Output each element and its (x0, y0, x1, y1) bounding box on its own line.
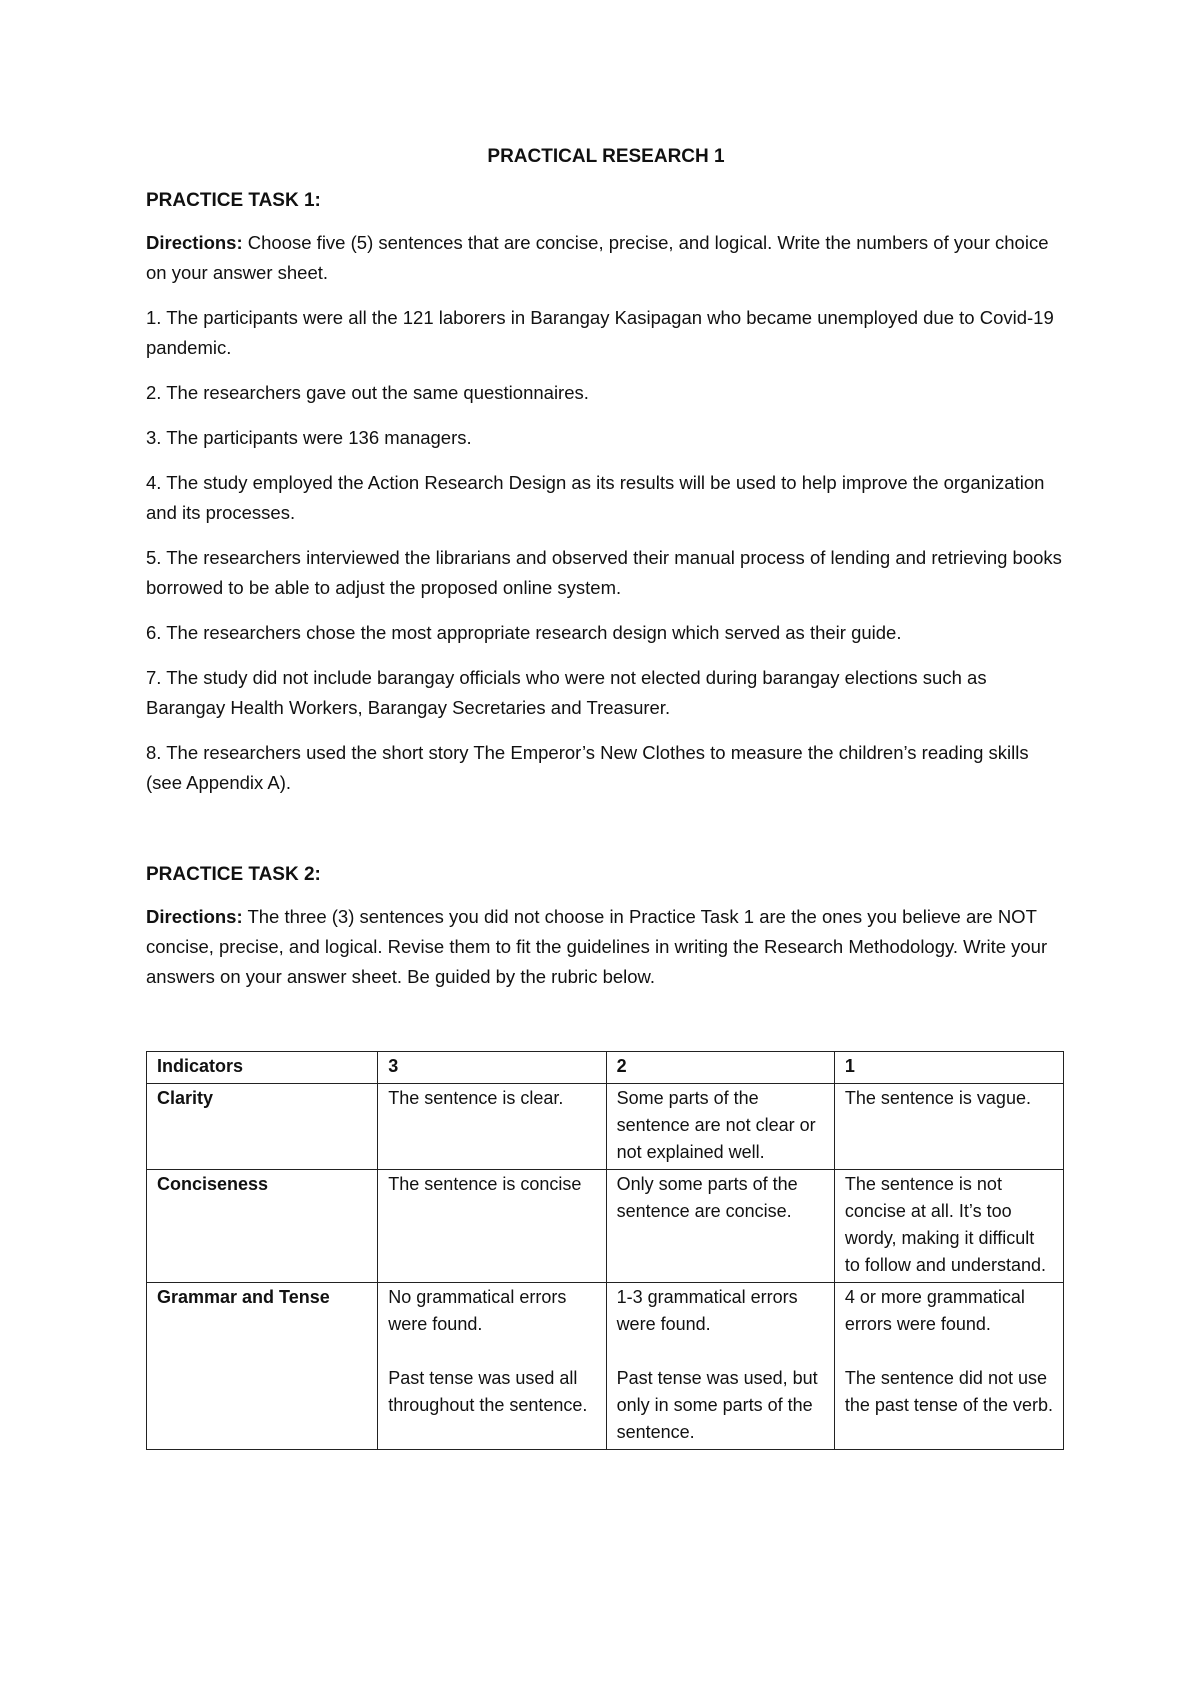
table-cell: Some parts of the sentence are not clear or not explained well. (606, 1084, 834, 1170)
table-cell: The sentence is vague. (834, 1084, 1063, 1170)
table-row (147, 1084, 1064, 1170)
rubric-table (146, 1051, 1064, 1450)
cell-text: Past tense was used, but only in some parts of the sentence. (616, 1368, 818, 1442)
section-spacer (146, 813, 1066, 860)
table-cell (834, 1283, 1063, 1450)
table-cell (378, 1283, 606, 1450)
cell-text: Past tense was used all throughout the sentence. (388, 1368, 588, 1415)
indicator-conciseness: Conciseness (147, 1170, 378, 1283)
table-row (147, 1170, 1064, 1283)
list-item: 7. The study did not include barangay officials who were not elected during barangay elections such as Barangay Health Workers, Barangay Secretaries and Treasurer. (146, 667, 987, 718)
indicator-clarity: Clarity (147, 1084, 378, 1170)
document-title: PRACTICAL RESEARCH 1 (487, 146, 725, 167)
table-header-row (147, 1052, 1064, 1084)
task2-directions (146, 902, 1066, 992)
table-cell: The sentence is clear. (378, 1084, 606, 1170)
list-item: 2. The researchers gave out the same questionnaires. (146, 382, 589, 403)
task1-directions (146, 228, 1066, 288)
cell-text: No grammatical errors were found. (388, 1287, 567, 1334)
cell-text: 4 or more grammatical errors were found. (844, 1287, 1025, 1334)
cell-gap (388, 1338, 595, 1365)
table-cell (606, 1283, 834, 1450)
header-indicators: Indicators (147, 1052, 378, 1084)
list-item: 4. The study employed the Action Research Design as its results will be used to help improve the organization and its processes. (146, 472, 1045, 523)
section-spacer (146, 1007, 1066, 1051)
task2-heading: PRACTICE TASK 2: (146, 864, 321, 885)
task1-directions-text: Choose five (5) sentences that are concise, precise, and logical. Write the numbers of your choice on your answer sheet. (146, 232, 1049, 283)
header-score-3: 3 (378, 1052, 606, 1084)
task1-heading: PRACTICE TASK 1: (146, 190, 321, 211)
indicator-grammar-tense: Grammar and Tense (147, 1283, 378, 1450)
table-row (147, 1283, 1064, 1450)
cell-gap (617, 1338, 824, 1365)
table-cell: Only some parts of the sentence are concise. (606, 1170, 834, 1283)
task1-directions-label: Directions: (146, 232, 243, 253)
header-score-2: 2 (606, 1052, 834, 1084)
cell-text: 1-3 grammatical errors were found. (616, 1287, 798, 1334)
list-item: 5. The researchers interviewed the librarians and observed their manual process of lending and retrieving books borrowed to be able to adjust the proposed online system. (146, 547, 1062, 598)
list-item: 3. The participants were 136 managers. (146, 427, 472, 448)
header-score-1: 1 (834, 1052, 1063, 1084)
list-item: 8. The researchers used the short story The Emperor’s New Clothes to measure the children’s reading skills (see Appendix A). (146, 742, 1029, 793)
table-cell: The sentence is concise (378, 1170, 606, 1283)
list-item: 1. The participants were all the 121 laborers in Barangay Kasipagan who became unemployed due to Covid-19 pandemic. (146, 307, 1054, 358)
cell-text: The sentence did not use the past tense of the verb. (844, 1368, 1053, 1415)
document-page (146, 142, 1066, 1450)
cell-gap (845, 1338, 1053, 1365)
table-cell: The sentence is not concise at all. It’s too wordy, making it difficult to follow and understand. (834, 1170, 1063, 1283)
task2-directions-label: Directions: (146, 906, 243, 927)
list-item: 6. The researchers chose the most appropriate research design which served as their guide. (146, 622, 902, 643)
task2-directions-text: The three (3) sentences you did not choose in Practice Task 1 are the ones you believe are NOT concise, precise, and logical. Revise them to fit the guidelines in writing the Research Methodology. Write your answers on your answer sheet. Be guided by the rubric below. (146, 906, 1048, 987)
